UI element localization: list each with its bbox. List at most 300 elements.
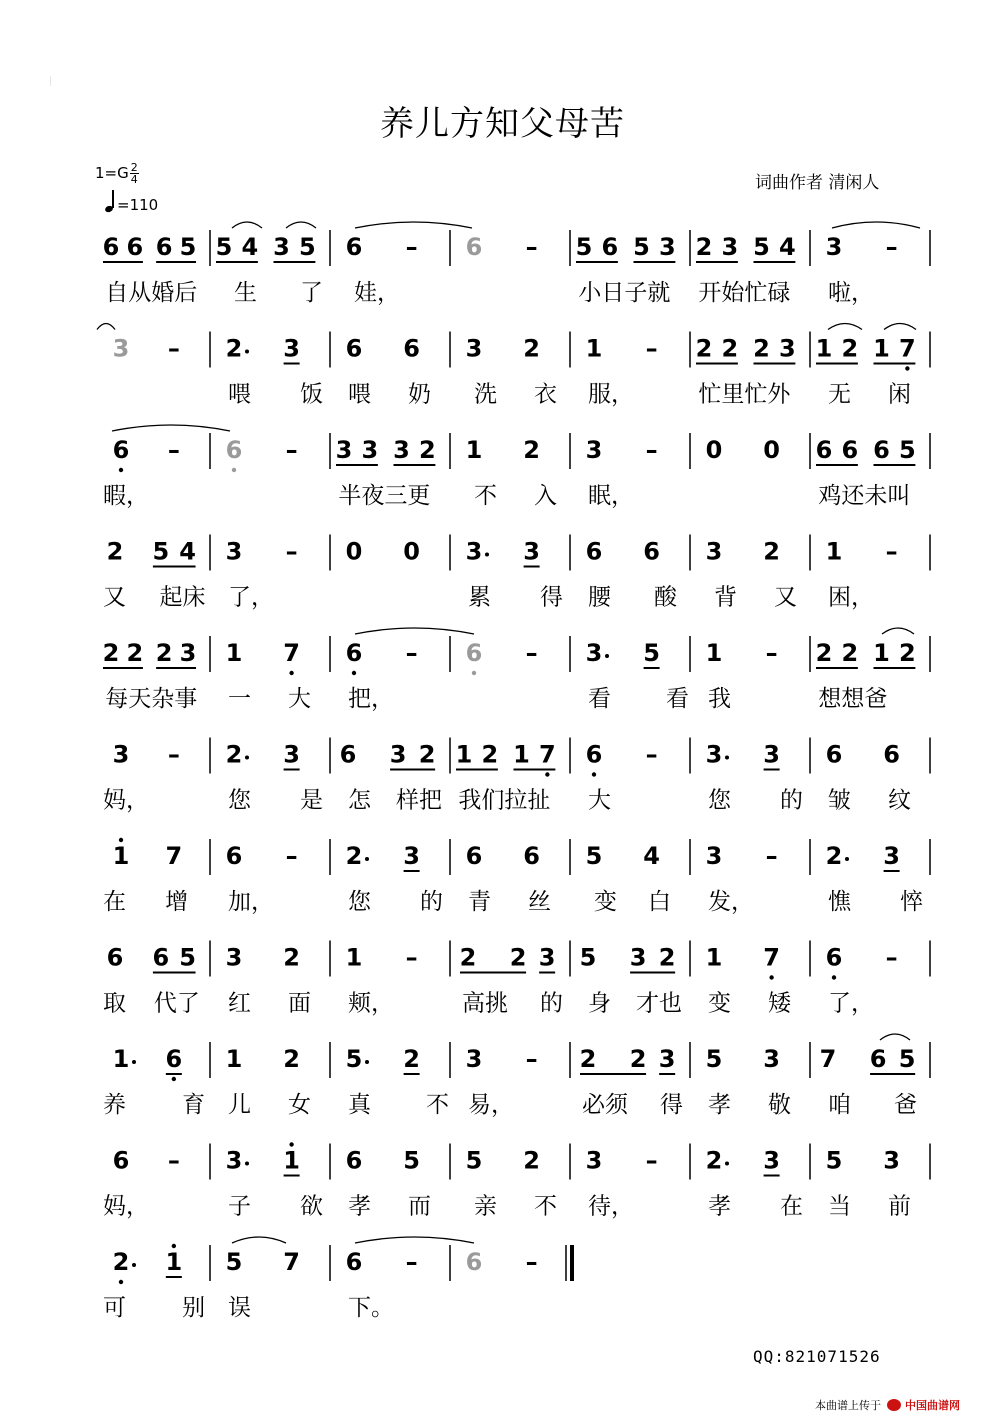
note: 6	[165, 1045, 183, 1073]
note: 7	[539, 740, 556, 769]
lyric-text: 喂	[228, 381, 251, 408]
lyric-text: 看	[666, 686, 689, 712]
lyric-text: 衣	[534, 381, 557, 408]
lyric-text: 面	[288, 990, 311, 1017]
note: 6	[815, 436, 833, 464]
augmentation-dot	[132, 1263, 136, 1267]
low-octave-dot	[832, 975, 836, 979]
note: 3	[585, 436, 603, 464]
note: 4	[779, 233, 796, 261]
augmentation-dot	[605, 654, 609, 658]
lyric-text: 您	[708, 787, 731, 814]
lyric-text: 小日子就	[578, 280, 671, 306]
lyric-text: 育	[182, 1092, 206, 1118]
lyric-text: 是	[300, 787, 323, 814]
note: 1	[705, 639, 723, 667]
note: –	[405, 233, 418, 261]
note: 7	[165, 842, 183, 870]
note: –	[167, 334, 180, 363]
lyric-text: 别	[182, 1295, 206, 1321]
note: 6	[225, 436, 243, 464]
lyric-text: 看	[588, 686, 611, 712]
note: 5	[643, 639, 660, 667]
lyric-text: 矮	[768, 990, 791, 1017]
note: –	[885, 943, 898, 972]
low-octave-dot	[905, 366, 909, 370]
note: 2	[753, 334, 770, 363]
low-octave-dot	[232, 468, 236, 472]
note: 3	[763, 1146, 780, 1175]
lyric-text: 我们拉扯	[458, 787, 551, 814]
lyric-text: 在	[780, 1193, 803, 1220]
note: 5	[152, 537, 170, 566]
lyric-text: 鸡还未叫	[818, 483, 911, 509]
note: 3	[225, 943, 243, 972]
note: 1	[165, 1248, 183, 1276]
note: 3	[763, 740, 780, 769]
note: 3	[585, 1146, 603, 1175]
lyric-text: 得	[540, 584, 563, 611]
augmentation-dot	[245, 756, 249, 760]
slur-tie	[882, 628, 914, 634]
note: 2	[459, 943, 477, 972]
note: 6	[869, 1045, 887, 1073]
note: 2	[841, 639, 859, 667]
note: 3	[225, 1146, 243, 1175]
lyric-text: 忙里忙外	[698, 381, 791, 408]
note: 5	[299, 233, 316, 261]
note: –	[645, 436, 658, 464]
lyric-text: 增	[165, 889, 189, 915]
note: –	[167, 740, 180, 769]
lyric-text: 大	[588, 787, 611, 814]
note: 3	[283, 740, 300, 769]
note: 7	[819, 1045, 837, 1073]
note: 3	[465, 537, 483, 566]
lyric-text: 您	[348, 889, 371, 915]
lyric-text: 下。	[348, 1295, 394, 1321]
lyric-text: 了，	[828, 990, 874, 1017]
note: –	[285, 537, 298, 566]
lyric-text: 孝	[708, 1092, 731, 1118]
note: 2	[419, 436, 436, 464]
lyric-text: 了，	[228, 584, 274, 611]
note: 3	[403, 842, 420, 870]
note: 6	[345, 639, 363, 667]
high-octave-dot	[119, 838, 123, 842]
note: 2	[695, 233, 713, 261]
lyric-text: 变	[594, 889, 617, 915]
lyric-text: 青	[468, 889, 491, 915]
note: –	[765, 639, 778, 667]
note: 2	[763, 537, 780, 566]
time-signature-bottom: 4	[130, 173, 138, 186]
lyric-text: 您	[228, 787, 251, 814]
note: 5	[579, 943, 597, 972]
note: 3	[335, 436, 353, 464]
note: 3	[465, 334, 483, 363]
note: 2	[155, 639, 173, 667]
lyric-text: 才也	[636, 990, 682, 1017]
lyric-text: 在	[103, 889, 126, 915]
note: 6	[106, 943, 124, 972]
note: 2	[705, 1146, 723, 1175]
lyric-text: 儿	[228, 1092, 251, 1118]
note: 0	[345, 537, 363, 566]
note: 5	[403, 1146, 420, 1175]
note: 6	[465, 842, 483, 870]
note: 3	[825, 233, 843, 261]
note: 0	[403, 537, 420, 566]
lyric-text: 入	[534, 483, 557, 509]
note: 5	[345, 1045, 363, 1073]
lyric-text: 孝	[708, 1193, 731, 1220]
note: 3	[112, 334, 130, 363]
low-octave-dot	[352, 671, 356, 675]
note: –	[525, 1045, 538, 1073]
note: 2	[106, 537, 124, 566]
note: –	[167, 436, 180, 464]
lyric-text: 妈，	[103, 1193, 149, 1220]
note: 6	[339, 740, 357, 769]
lyric-text: 喂	[348, 381, 371, 408]
slur-tie	[112, 425, 230, 431]
note: 6	[152, 943, 170, 972]
augmentation-dot	[245, 1162, 249, 1166]
lyric-text: 把，	[348, 686, 394, 712]
note: 6	[585, 537, 603, 566]
note: 1	[585, 334, 603, 363]
lyric-text: 洗	[474, 381, 497, 408]
note: –	[285, 436, 298, 464]
note: 6	[225, 842, 243, 870]
lyric-text: 一	[228, 686, 251, 712]
note: 2	[523, 334, 540, 363]
lyric-text: 困，	[828, 584, 874, 611]
note: 1	[873, 639, 890, 667]
note: 3	[883, 842, 900, 870]
note: 6	[465, 233, 483, 261]
note: 6	[825, 740, 843, 769]
note: 6	[465, 639, 483, 667]
lyric-text: 身	[588, 990, 611, 1017]
note: –	[405, 1248, 418, 1276]
lyric-text: 又	[103, 584, 126, 611]
lyric-text: 丝	[528, 889, 551, 915]
augmentation-dot	[725, 1162, 729, 1166]
note: 2	[523, 1146, 540, 1175]
lyric-text: 酸	[654, 584, 677, 611]
note: 6	[523, 842, 540, 870]
note: 3	[523, 537, 540, 566]
lyric-text: 样把	[396, 787, 442, 814]
augmentation-dot	[845, 857, 849, 861]
note: 3	[273, 233, 290, 261]
note: 5	[898, 1045, 916, 1073]
lyric-text: 我	[708, 686, 731, 712]
lyric-text: 代了	[153, 990, 200, 1017]
note: 3	[585, 639, 603, 667]
note: 5	[215, 233, 233, 261]
note: –	[525, 233, 538, 261]
lyric-text: 不	[474, 483, 497, 509]
note: 2	[481, 740, 499, 769]
note: 6	[873, 436, 890, 464]
slur-tie	[286, 222, 316, 228]
composer-credit: 词曲作者 清闲人	[755, 173, 880, 193]
lyric-text: 敬	[768, 1092, 791, 1118]
note: 6	[643, 537, 660, 566]
note: 6	[403, 334, 420, 363]
note: 7	[899, 334, 916, 363]
note: –	[645, 740, 658, 769]
note: 2	[225, 740, 243, 769]
note: 1	[283, 1146, 300, 1175]
slur-tie	[832, 222, 920, 228]
note: 1	[225, 1045, 243, 1073]
lyric-text: 颊，	[348, 990, 394, 1017]
lyric-text: 妈，	[103, 787, 149, 814]
note: 2	[579, 1045, 597, 1073]
lyric-text: 红	[228, 990, 251, 1017]
site-footer	[815, 1397, 960, 1413]
lyric-text: 开始忙碌	[698, 280, 791, 306]
note: –	[645, 334, 658, 363]
note: 3	[283, 334, 300, 363]
note: 5	[585, 842, 603, 870]
note: 2	[629, 1045, 647, 1073]
lyric-text: 的	[420, 889, 443, 915]
note: 2	[418, 740, 436, 769]
note: –	[765, 842, 778, 870]
lyric-text: 爸	[894, 1092, 917, 1118]
note: 3	[779, 334, 796, 363]
lyric-text: 欲	[300, 1193, 323, 1220]
lyric-text: 发，	[708, 889, 754, 915]
note: 1	[825, 537, 843, 566]
lyric-text: 养	[103, 1092, 126, 1118]
lyric-text: 想想爸	[818, 686, 888, 712]
note: –	[405, 943, 418, 972]
note: 3	[538, 943, 556, 972]
time-signature-top: 2	[130, 161, 138, 174]
note: 6	[345, 233, 363, 261]
note: 3	[465, 1045, 483, 1073]
qq-contact: QQ:821071526	[753, 1347, 881, 1366]
lyric-text: 无	[828, 381, 851, 408]
augmentation-dot	[365, 1060, 369, 1064]
lyric-text: 悴	[900, 889, 923, 915]
lyric-text: 奶	[408, 381, 431, 408]
slur-tie	[355, 628, 474, 634]
note: 3	[658, 1045, 676, 1073]
lyric-text: 憔	[828, 889, 851, 915]
note: –	[285, 842, 298, 870]
note: 2	[899, 639, 916, 667]
note: 3	[629, 943, 647, 972]
note: 6	[841, 436, 859, 464]
note: 4	[179, 537, 196, 566]
lyric-text: 高挑	[462, 990, 508, 1017]
note: 2	[721, 334, 739, 363]
lyric-text: 不	[534, 1193, 557, 1220]
note: 6	[102, 233, 120, 261]
lyric-text: 可	[103, 1295, 126, 1321]
lyric-text: 当	[828, 1193, 851, 1220]
low-octave-dot	[119, 468, 123, 472]
key-label: 1=G	[95, 164, 129, 182]
note: 3	[112, 740, 130, 769]
note: –	[885, 537, 898, 566]
song-title: 养儿方知父母苦	[380, 104, 625, 144]
note: 2	[825, 842, 843, 870]
note: 1	[225, 639, 243, 667]
note: 1	[873, 334, 890, 363]
low-octave-dot	[119, 1280, 123, 1284]
note: 5	[633, 233, 650, 261]
note: 6	[465, 1248, 483, 1276]
slur-tie	[880, 1034, 910, 1040]
note: 3	[393, 436, 410, 464]
lyric-text: 腰	[588, 584, 611, 611]
slur-tie	[884, 324, 916, 330]
note: 1	[815, 334, 833, 363]
lyric-text: 待，	[588, 1193, 634, 1220]
lyric-text: 误	[228, 1295, 251, 1321]
slur-tie	[232, 1237, 286, 1243]
augmentation-dot	[245, 350, 249, 354]
lyric-text: 加，	[228, 889, 274, 915]
high-octave-dot	[172, 1244, 176, 1248]
low-octave-dot	[545, 772, 549, 776]
note: 0	[763, 436, 780, 464]
note: 3	[389, 740, 407, 769]
note: 2	[112, 1248, 130, 1276]
low-octave-dot	[289, 671, 293, 675]
note: 5	[179, 943, 196, 972]
lyric-text: 真	[348, 1092, 371, 1118]
note: 6	[112, 1146, 130, 1175]
note: 6	[126, 233, 144, 261]
lyric-text: 子	[228, 1193, 251, 1220]
note: 6	[112, 436, 130, 464]
lyric-text: 啦，	[828, 280, 874, 306]
note: 6	[825, 943, 843, 972]
note: 2	[815, 639, 833, 667]
note: 1	[345, 943, 363, 972]
note: 3	[659, 233, 676, 261]
site-name: 中国曲谱网	[905, 1399, 960, 1412]
lyric-text: 纹	[888, 787, 911, 814]
lyric-text: 的	[540, 990, 563, 1017]
note: –	[525, 1248, 538, 1276]
note: 3	[225, 537, 243, 566]
lyric-text: 白	[648, 889, 671, 915]
note: 6	[345, 334, 363, 363]
note: 2	[283, 943, 300, 972]
note: 2	[283, 1045, 300, 1073]
lyric-text: 而	[408, 1193, 431, 1220]
note: 2	[509, 943, 527, 972]
note: 7	[763, 943, 780, 972]
lyric-text: 了	[300, 280, 323, 306]
lyric-text: 饭	[300, 381, 323, 408]
note: 2	[523, 436, 540, 464]
note: 3	[361, 436, 379, 464]
note: 0	[705, 436, 723, 464]
lyric-text: 半夜三更	[338, 483, 431, 509]
note: 7	[283, 1248, 300, 1276]
low-octave-dot	[472, 671, 476, 675]
note: 3	[705, 537, 723, 566]
upload-notice: 本曲谱上传于	[815, 1399, 881, 1412]
lyric-text: 得	[660, 1092, 683, 1118]
note: 5	[825, 1146, 843, 1175]
lyric-text: 暇，	[103, 483, 149, 509]
lyric-text: 起床	[159, 584, 206, 611]
note: 5	[465, 1146, 483, 1175]
note: –	[645, 1146, 658, 1175]
site-logo-icon	[887, 1399, 901, 1411]
note: 4	[241, 233, 259, 261]
lyric-text: 取	[103, 990, 126, 1017]
lyric-text: 自从婚后	[105, 280, 198, 306]
lyric-text: 咱	[828, 1092, 851, 1118]
note: 5	[705, 1045, 723, 1073]
lyric-text: 亲	[474, 1193, 497, 1220]
note: 5	[179, 233, 197, 261]
note: 6	[345, 1146, 363, 1175]
slur-tie	[355, 1237, 474, 1243]
low-octave-dot	[592, 772, 596, 776]
lyric-text: 闲	[888, 381, 911, 408]
note: 6	[585, 740, 603, 769]
augmentation-dot	[725, 756, 729, 760]
note: 3	[705, 842, 723, 870]
note: 1	[513, 740, 530, 769]
note: 3	[721, 233, 739, 261]
note: 1	[112, 1045, 130, 1073]
note: 6	[883, 740, 900, 769]
note: 3	[705, 740, 723, 769]
slur-tie	[828, 324, 862, 330]
note: 2	[841, 334, 859, 363]
note: 2	[403, 1045, 420, 1073]
high-octave-dot	[289, 1142, 293, 1146]
lyric-text: 怎	[348, 787, 371, 814]
note: –	[167, 1146, 180, 1175]
slur-tie	[355, 222, 472, 228]
note: 6	[601, 233, 619, 261]
slur-tie	[97, 324, 115, 330]
augmentation-dot	[365, 857, 369, 861]
note: 2	[126, 639, 144, 667]
note: –	[405, 639, 418, 667]
note: –	[885, 233, 898, 261]
note: 2	[658, 943, 676, 972]
lyric-text: 大	[288, 686, 311, 712]
tempo-value: =110	[117, 196, 159, 214]
note: 2	[695, 334, 713, 363]
note: 5	[225, 1248, 243, 1276]
note: 1	[112, 842, 130, 870]
note: 5	[575, 233, 593, 261]
note: –	[525, 639, 538, 667]
note: 1	[455, 740, 473, 769]
note: 1	[465, 436, 483, 464]
lyric-text: 的	[780, 787, 803, 814]
augmentation-dot	[485, 553, 489, 557]
